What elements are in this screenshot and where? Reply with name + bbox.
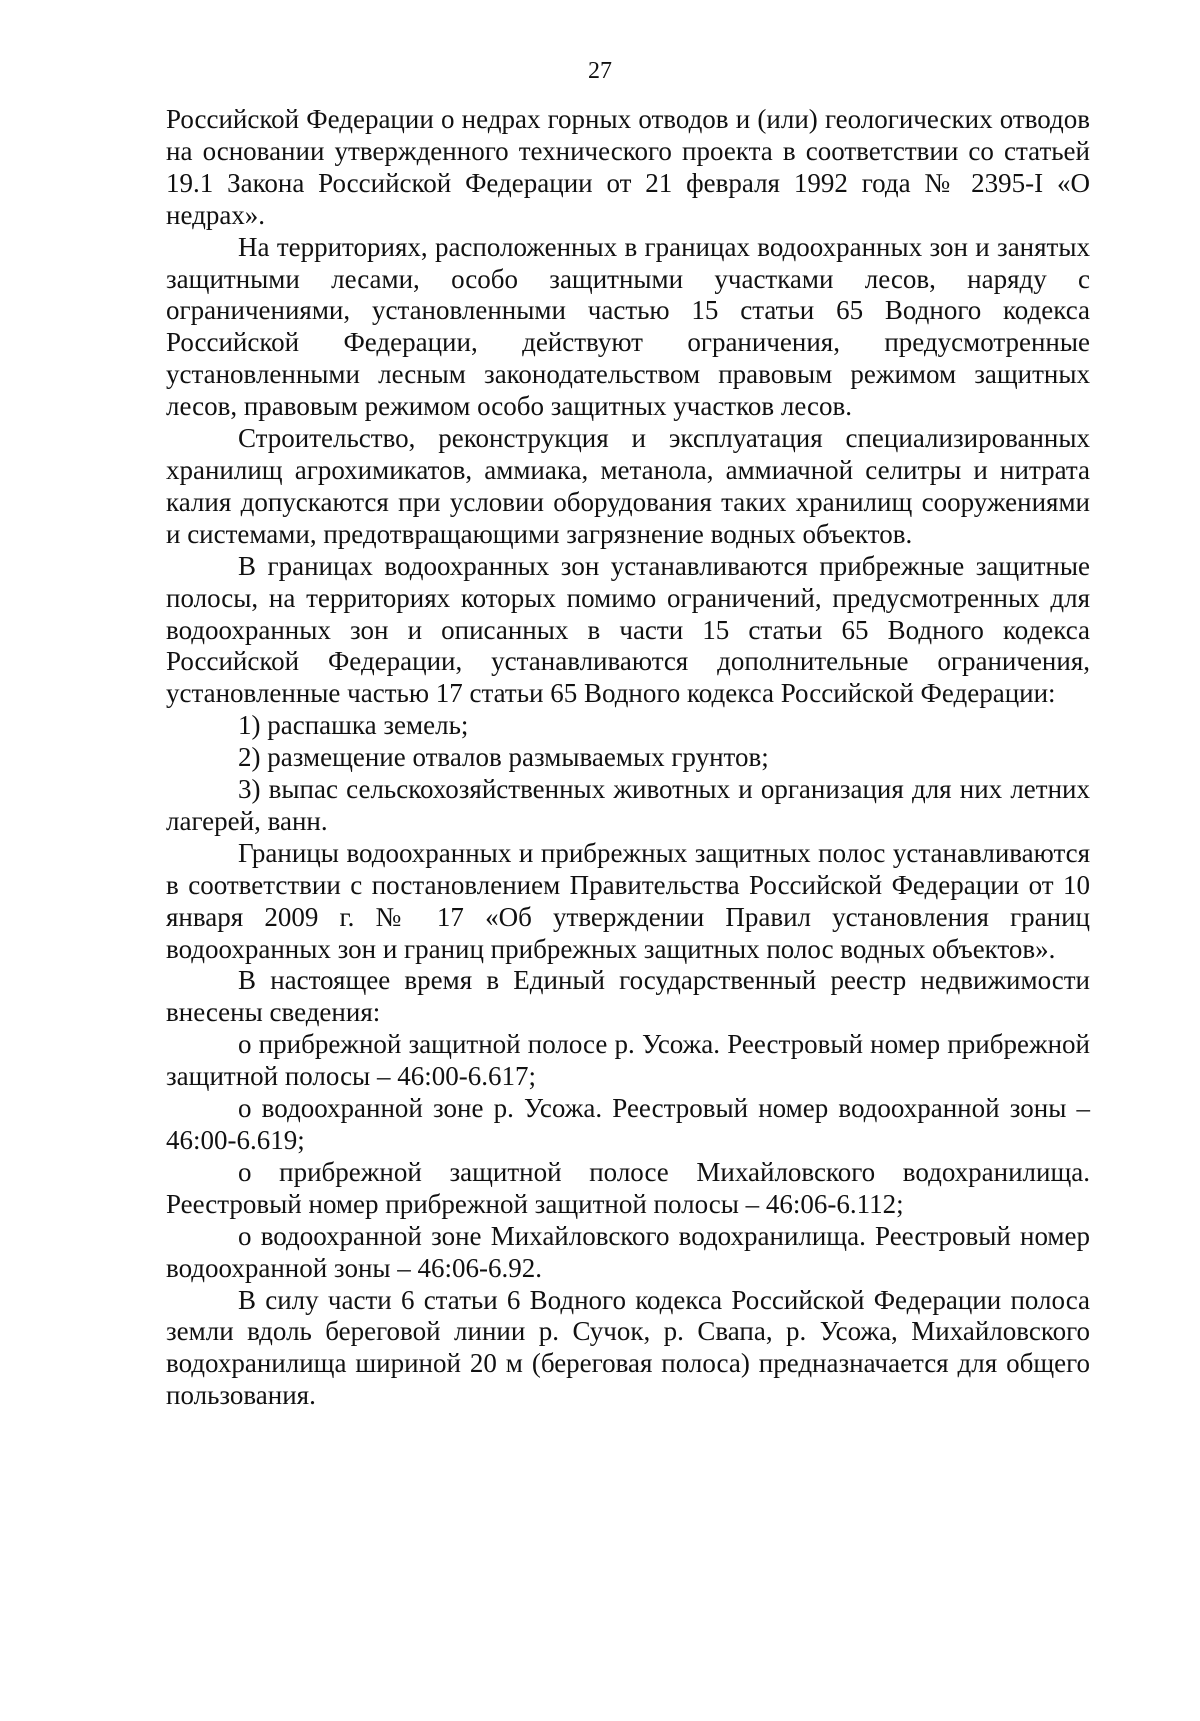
paragraph-coastal-protective-strips: В границах водоохранных зон устанавливаются прибрежные защитные полосы, на территориях которых помимо ограничений, предусмотренных для водоохранных зон и описанных в части 15 статьи 65 Водного кодекса Российской Федерации, устанавливаются дополнительные ограничения, установленные частью 17 статьи 65 Водного кодекса Российской Федерации:: [166, 550, 1090, 709]
paragraph-boundaries: Границы водоохранных и прибрежных защитных полос устанавливаются в соответствии с постановлением Правительства Российской Федерации от 10 января 2009 г. № 17 «Об утверждении Правил установления границ водоохранных зон и границ прибрежных защитных полос водных объектов».: [166, 837, 1090, 964]
paragraph-registry-intro: В настоящее время в Единый государственный реестр недвижимости внесены сведения:: [166, 965, 1090, 1028]
list-item-grazing: 3) выпас сельскохозяйственных животных и организация для них летних лагерей, ванн.: [166, 774, 1090, 836]
paragraph-agrochemical-storage: Строительство, реконструкция и эксплуатация специализированных хранилищ агрохимикатов, аммиака, метанола, аммиачной селитры и нитрата калия допускаются при условии оборудования таких хранилищ сооружениями и системами, предотвращающими загрязнение водных объектов.: [166, 423, 1090, 549]
registry-item-usozha-zone: о водоохранной зоне р. Усожа. Реестровый номер водоохранной зоны – 46:00-6.619;: [166, 1093, 1090, 1155]
paragraph-shoreline: В силу части 6 статьи 6 Водного кодекса Российской Федерации полоса земли вдоль береговой линии р. Сучок, р. Свапа, р. Усожа, Михайловского водохранилища шириной 20 м (береговая полоса) предназначается для общего пользования.: [166, 1284, 1090, 1411]
paragraph-continuation: Российской Федерации о недрах горных отводов и (или) геологических отводов на основании утвержденного технического проекта в соответствии со статьей 19.1 Закона Российской Федерации от 21 февраля 1992 года № 2395-I «О недрах».: [166, 104, 1090, 230]
document-body: [166, 104, 1090, 1412]
list-item-dumps: 2) размещение отвалов размываемых грунтов;: [238, 742, 769, 773]
registry-item-usozha-strip: о прибрежной защитной полосе р. Усожа. Реестровый номер прибрежной защитной полосы – 46:00-6.617;: [166, 1029, 1090, 1092]
list-item-ploughing: 1) распашка земель;: [238, 710, 469, 741]
registry-item-reservoir-zone: о водоохранной зоне Михайловского водохранилища. Реестровый номер водоохранной зоны – 46:06-6.92.: [166, 1220, 1090, 1283]
registry-item-reservoir-strip: о прибрежной защитной полосе Михайловского водохранилища. Реестровый номер прибрежной защитной полосы – 46:06-6.112;: [166, 1156, 1090, 1219]
paragraph-protective-forests: На территориях, расположенных в границах водоохранных зон и занятых защитными лесами, особо защитными участками лесов, наряду с ограничениями, установленными частью 15 статьи 65 Водного кодекса Российской Федерации, действуют ограничения, предусмотренные установленными лесным законодательством правовым режимом защитных лесов, правовым режимом особо защитных участков лесов.: [166, 231, 1090, 422]
page-number: 27: [588, 58, 612, 84]
